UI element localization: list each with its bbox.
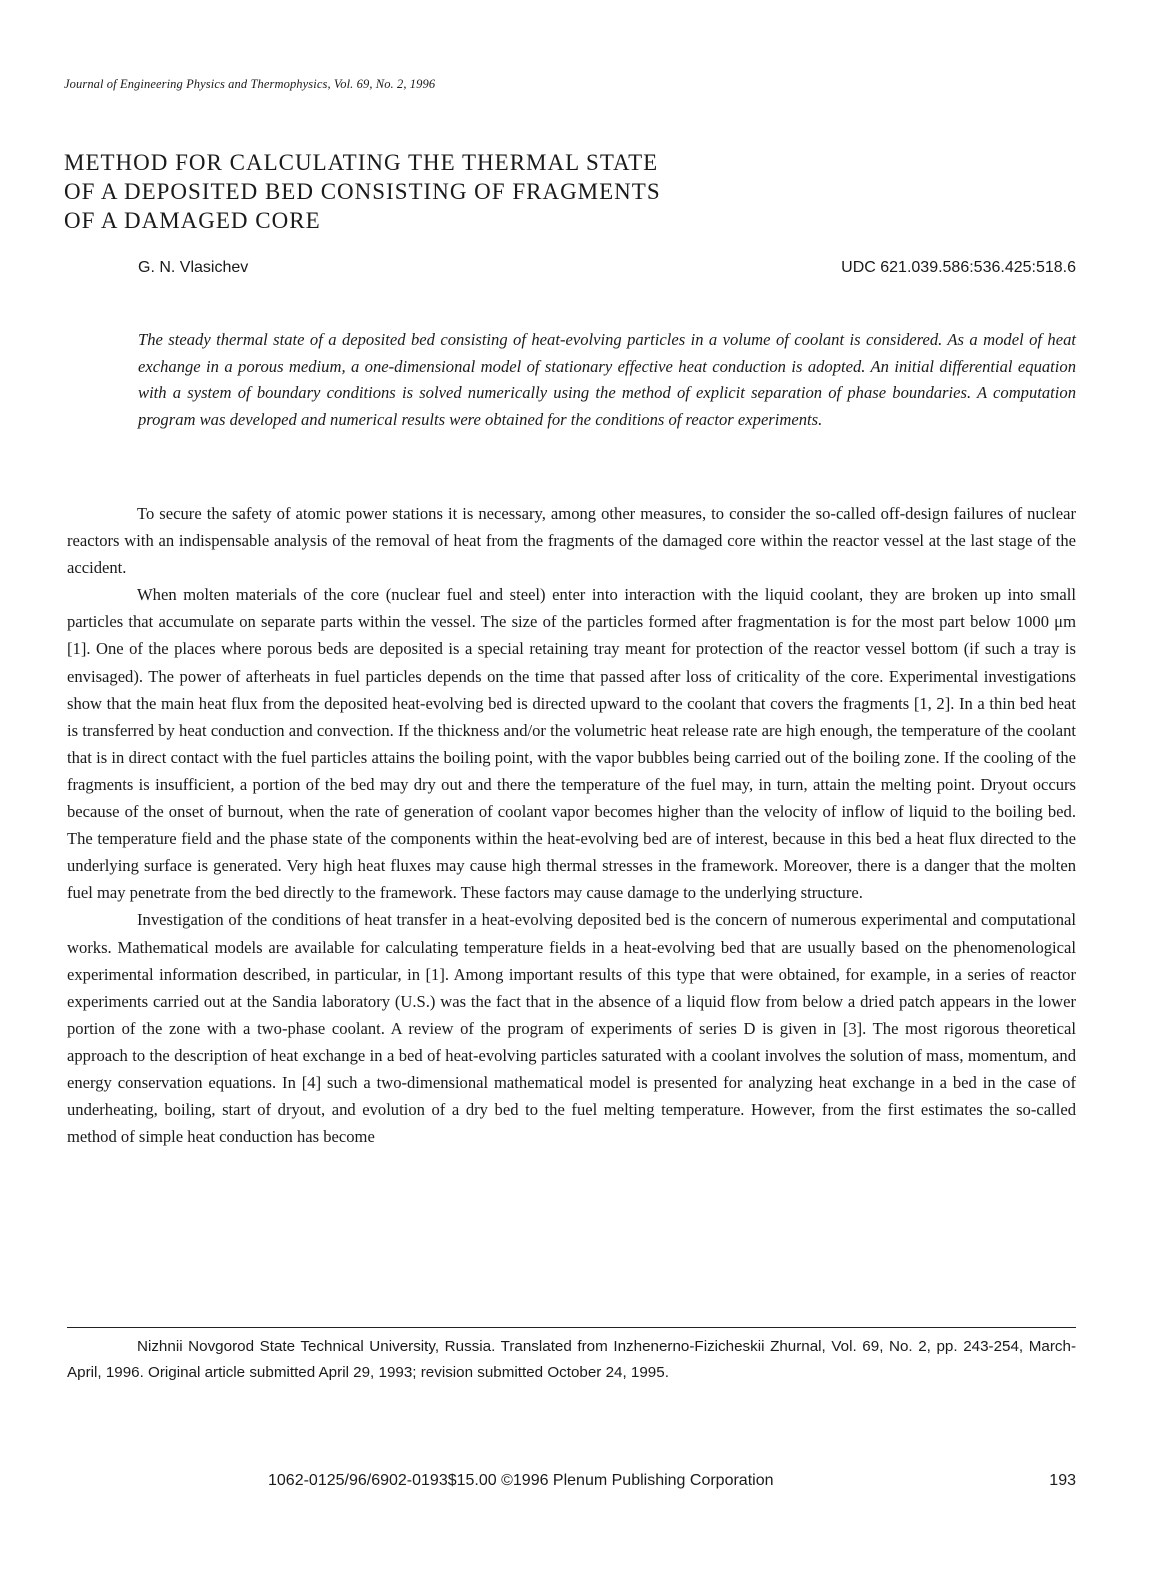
abstract: The steady thermal state of a deposited bed consisting of heat-evolving particles in a volume of coolant is considered. As a model of heat exchange in a porous medium, a one-dimensional model of stationary effective heat conduction is adopted. An initial differential equation with a system of boundary conditions is solved numerically using the method of explicit separation of phase boundaries. A computation program was developed and numerical results were obtained for the conditions of reactor experiments. [138, 330, 1076, 429]
body-text [67, 500, 1076, 1150]
title-line: OF A DAMAGED CORE [64, 208, 321, 233]
paper-title [64, 148, 661, 235]
udc-code: UDC 621.039.586:536.425:518.6 [841, 259, 1076, 276]
copyright-footer: 1062-0125/96/6902-0193$15.00 ©1996 Plenum Publishing Corporation [268, 1472, 774, 1489]
title-line: OF A DEPOSITED BED CONSISTING OF FRAGMENTS [64, 179, 661, 204]
footnote: Nizhnii Novgorod State Technical University, Russia. Translated from Inzhenerno-Fizicheskii Zhurnal, Vol. 69, No. 2, pp. 243-254, March-April, 1996. Original article submitted April 29, 1993; revision submitted October 24, 1995. [67, 1338, 1076, 1381]
journal-citation: Journal of Engineering Physics and Thermophysics, Vol. 69, No. 2, 1996 [64, 77, 436, 91]
page-number: 193 [1049, 1472, 1076, 1489]
author-name: G. N. Vlasichev [138, 259, 249, 276]
paragraph: To secure the safety of atomic power stations it is necessary, among other measures, to consider the so-called off-design failures of nuclear reactors with an indispensable analysis of the removal of heat from the fragments of the damaged core within the reactor vessel at the last stage of the accident. [67, 504, 1076, 578]
title-line: METHOD FOR CALCULATING THE THERMAL STATE [64, 150, 659, 175]
footnote-divider [67, 1327, 1076, 1328]
paragraph: Investigation of the conditions of heat transfer in a heat-evolving deposited bed is the concern of numerous experimental and computational works. Mathematical models are available for calculating temperature fields in a heat-evolving bed that are usually based on the phenomenological experimental information described, in particular, in [1]. Among important results of this type that were obtained, for example, in a series of reactor experiments carried out at the Sandia laboratory (U.S.) was the fact that in the absence of a liquid flow from below a dried patch appears in the lower portion of the zone with a two-phase coolant. A review of the program of experiments of series D is given in [3]. The most rigorous theoretical approach to the description of heat exchange in a bed of heat-evolving particles saturated with a coolant involves the solution of mass, momentum, and energy conservation equations. In [4] such a two-dimensional mathematical model is presented for analyzing heat exchange in a bed in the case of underheating, boiling, start of dryout, and evolution of a dry bed to the fuel melting temperature. However, from the first estimates the so-called method of simple heat conduction has become [67, 910, 1076, 1147]
paragraph: When molten materials of the core (nuclear fuel and steel) enter into interaction with the liquid coolant, they are broken up into small particles that accumulate on separate parts within the vessel. The size of the particles formed after fragmentation is for the most part below 1000 μm [1]. One of the places where porous beds are deposited is a special retaining tray meant for protection of the reactor vessel bottom (if such a tray is envisaged). The power of afterheats in fuel particles depends on the time that passed after loss of criticality of the core. Experimental investigations show that the main heat flux from the deposited heat-evolving bed is directed upward to the coolant that covers the fragments [1, 2]. In a thin bed heat is transferred by heat conduction and convection. If the thickness and/or the volumetric heat release rate are high enough, the temperature of the coolant that is in direct contact with the fuel particles attains the boiling point, with the vapor bubbles being carried out of the boiling zone. If the cooling of the fragments is insufficient, a portion of the bed may dry out and there the temperature of the fuel may, in turn, attain the melting point. Dryout occurs because of the onset of burnout, when the rate of generation of coolant vapor becomes higher than the velocity of inflow of liquid to the boiling bed. The temperature field and the phase state of the components within the heat-evolving bed are of interest, because in this bed a heat flux directed to the underlying surface is generated. Very high heat fluxes may cause high thermal stresses in the framework. Moreover, there is a danger that the molten fuel may penetrate from the bed directly to the framework. These factors may cause damage to the underlying structure. [67, 585, 1076, 903]
